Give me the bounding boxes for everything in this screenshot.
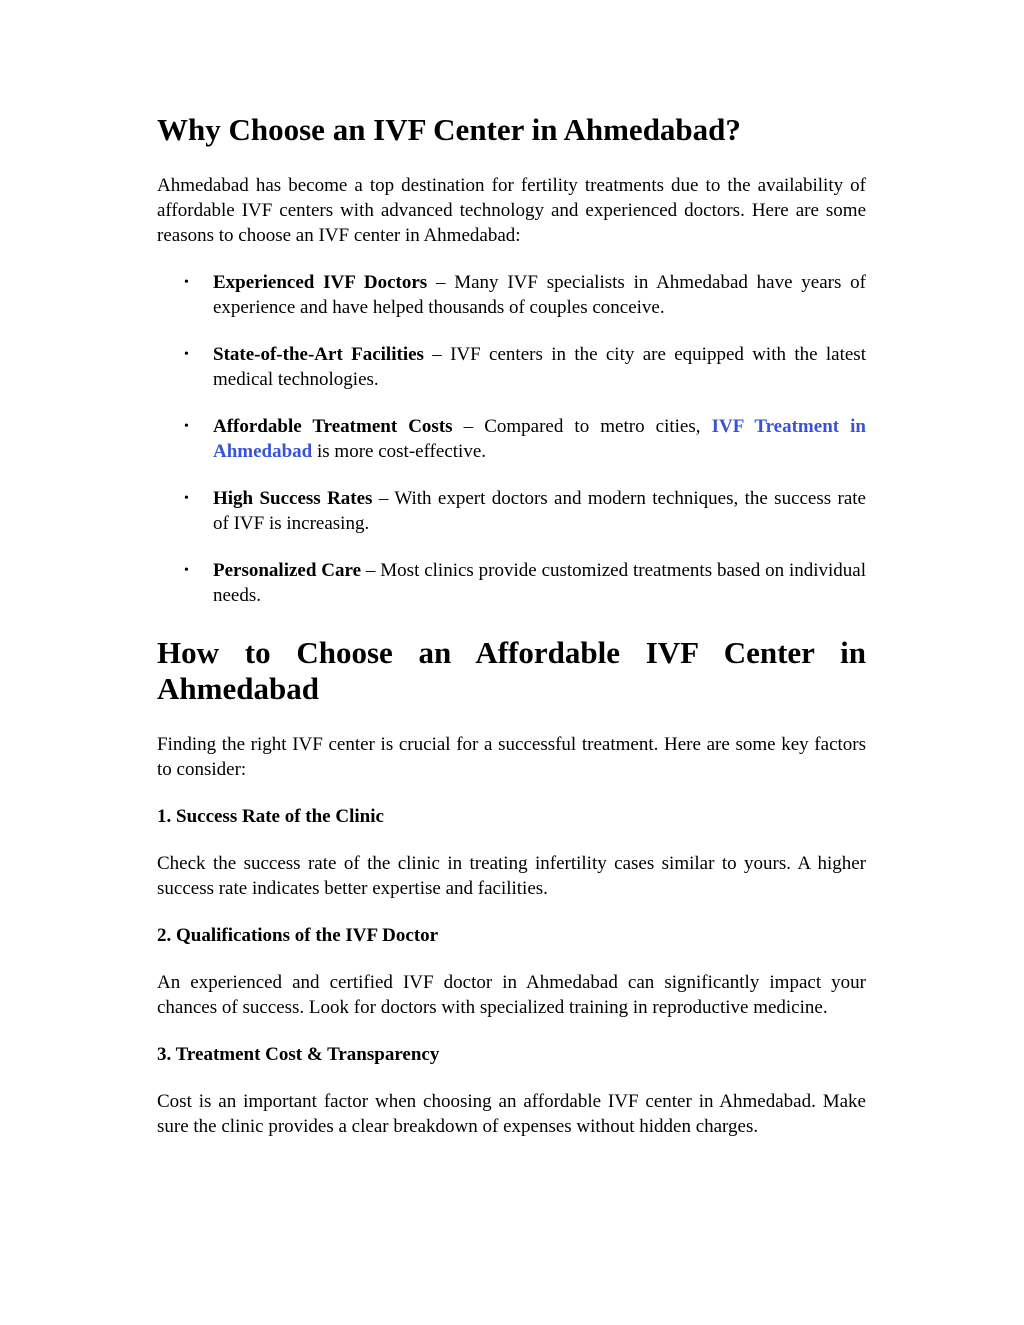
list-item-text-after-link: is more cost-effective.: [312, 441, 486, 462]
list-item-personalized-care: [157, 558, 866, 608]
factor-heading-cost: 3. Treatment Cost & Transparency: [157, 1044, 440, 1065]
bullet-icon: •: [184, 347, 189, 362]
list-item-text: – With expert doctors and modern techniques, the success rate of IVF is increasing.: [213, 488, 866, 534]
bullet-icon: •: [184, 275, 189, 290]
list-item-heading: Personalized Care: [213, 560, 362, 581]
list-item-text: – Many IVF specialists in Ahmedabad have years of experience and have helped thousands of couples conceive.: [213, 272, 866, 318]
section2-intro-paragraph: Finding the right IVF center is crucial for a successful treatment. Here are some key factors to consider:: [157, 734, 866, 780]
factor-heading-qualifications: 2. Qualifications of the IVF Doctor: [157, 925, 439, 946]
list-item-heading: High Success Rates: [213, 488, 373, 509]
list-item-facilities: [157, 342, 866, 392]
factor-body-qualifications: An experienced and certified IVF doctor in Ahmedabad can significantly impact your chances of success. Look for doctors with specialized training in reproductive medicine.: [157, 972, 866, 1018]
section-title-why-choose: Why Choose an IVF Center in Ahmedabad?: [157, 112, 741, 147]
section-intro-paragraph: Ahmedabad has become a top destination for fertility treatments due to the availability of affordable IVF centers with advanced technology and experienced doctors. Here are some reasons to choose an IVF center in Ahmedabad:: [157, 175, 866, 246]
document-page: [157, 112, 866, 1139]
list-item-experienced-doctors: [157, 270, 866, 320]
list-item-text: – IVF centers in the city are equipped with the latest medical technologies.: [213, 344, 866, 390]
list-item-success-rates: [157, 486, 866, 536]
factor-body-success-rate: Check the success rate of the clinic in treating infertility cases similar to yours. A higher success rate indicates better expertise and facilities.: [157, 853, 866, 899]
section-title-line2: Ahmedabad: [157, 671, 319, 706]
ivf-treatment-ahmedabad-link[interactable]: IVF Treatment in Ahmedabad: [213, 416, 867, 462]
list-item-heading: Experienced IVF Doctors: [213, 272, 428, 293]
list-item-heading: State-of-the-Art Facilities: [213, 344, 424, 365]
list-item-text: – Most clinics provide customized treatments based on individual needs.: [213, 560, 867, 606]
bullet-icon: •: [184, 419, 189, 434]
reasons-list: [157, 270, 866, 608]
factor-heading-success-rate: 1. Success Rate of the Clinic: [157, 806, 384, 827]
section-title-line1: How to Choose an Affordable IVF Center in: [157, 635, 866, 670]
list-item-affordable-costs: [157, 414, 866, 464]
list-item-heading: Affordable Treatment Costs: [213, 416, 453, 437]
bullet-icon: •: [184, 491, 189, 506]
bullet-icon: •: [184, 563, 189, 578]
list-item-text: – Compared to metro cities,: [452, 416, 712, 437]
factor-body-cost: Cost is an important factor when choosing an affordable IVF center in Ahmedabad. Make sure the clinic provides a clear breakdown of expenses without hidden charges.: [157, 1091, 866, 1137]
section-title-how-to-choose: [157, 635, 866, 707]
